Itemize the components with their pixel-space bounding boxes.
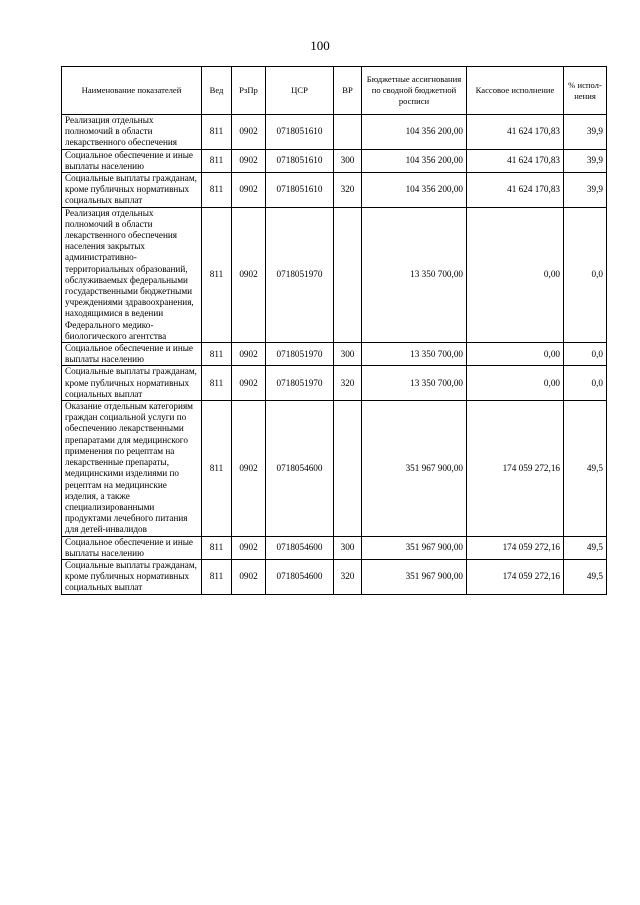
header-rzpr: РзПр [232,67,266,115]
cell-name: Социальные выплаты гражданам, кроме публичных нормативных социальных выплат [62,559,202,594]
cell-ved: 811 [202,173,232,208]
cell-csr: 0718051970 [266,343,334,366]
cell-percent: 0,0 [564,207,607,342]
cell-cash: 174 059 272,16 [467,536,564,559]
cell-percent: 49,5 [564,559,607,594]
cell-cash: 0,00 [467,366,564,401]
cell-cash: 174 059 272,16 [467,401,564,536]
cell-csr: 0718051610 [266,115,334,150]
cell-csr: 0718051610 [266,149,334,172]
table-row [62,173,607,208]
cell-name: Оказание отдельным категориям граждан социальной услуги по обеспечению лекарственными препаратами для медицинского применения по рецептам на лекарственные препараты, медицинскими изделиями по рецептам на медицинские изделия, а также специализированными продуктами лечебного питания для детей-инвалидов [62,401,202,536]
cell-vr: 320 [334,366,362,401]
cell-ved: 811 [202,149,232,172]
cell-ved: 811 [202,366,232,401]
table-row [62,536,607,559]
cell-budget: 351 967 900,00 [362,536,467,559]
cell-ved: 811 [202,115,232,150]
cell-cash: 41 624 170,83 [467,149,564,172]
cell-csr: 0718054600 [266,401,334,536]
table-body [62,115,607,595]
header-percent: % испол-нения [564,67,607,115]
cell-percent: 39,9 [564,173,607,208]
cell-name: Социальное обеспечение и иные выплаты населению [62,149,202,172]
cell-name: Социальные выплаты гражданам, кроме публичных нормативных социальных выплат [62,366,202,401]
header-csr: ЦСР [266,67,334,115]
cell-name: Социальное обеспечение и иные выплаты населению [62,536,202,559]
cell-vr: 320 [334,173,362,208]
cell-budget: 104 356 200,00 [362,149,467,172]
cell-budget: 104 356 200,00 [362,115,467,150]
cell-percent: 39,9 [564,149,607,172]
table-row [62,343,607,366]
cell-rzpr: 0902 [232,366,266,401]
cell-cash: 174 059 272,16 [467,559,564,594]
cell-cash: 41 624 170,83 [467,115,564,150]
cell-vr [334,401,362,536]
header-cash: Кассовое исполнение [467,67,564,115]
cell-percent: 49,5 [564,536,607,559]
cell-csr: 0718051970 [266,366,334,401]
table-row [62,559,607,594]
cell-rzpr: 0902 [232,559,266,594]
cell-budget: 351 967 900,00 [362,559,467,594]
cell-percent: 39,9 [564,115,607,150]
cell-ved: 811 [202,559,232,594]
cell-name: Реализация отдельных полномочий в области лекарственного обеспечения [62,115,202,150]
cell-csr: 0718051610 [266,173,334,208]
cell-ved: 811 [202,343,232,366]
cell-vr: 320 [334,559,362,594]
cell-ved: 811 [202,536,232,559]
cell-cash: 0,00 [467,207,564,342]
table-row [62,366,607,401]
cell-budget: 13 350 700,00 [362,207,467,342]
budget-execution-table [61,66,607,595]
header-budget: Бюджетные ассигнования по сводной бюджетной росписи [362,67,467,115]
cell-rzpr: 0902 [232,401,266,536]
table-header-row [62,67,607,115]
cell-budget: 13 350 700,00 [362,343,467,366]
cell-rzpr: 0902 [232,536,266,559]
cell-percent: 0,0 [564,366,607,401]
cell-rzpr: 0902 [232,343,266,366]
cell-rzpr: 0902 [232,149,266,172]
cell-vr: 300 [334,343,362,366]
table-row [62,401,607,536]
cell-cash: 41 624 170,83 [467,173,564,208]
cell-percent: 49,5 [564,401,607,536]
header-name: Наименование показателей [62,67,202,115]
cell-name: Социальные выплаты гражданам, кроме публичных нормативных социальных выплат [62,173,202,208]
cell-rzpr: 0902 [232,115,266,150]
cell-csr: 0718054600 [266,559,334,594]
cell-vr [334,207,362,342]
table-row [62,207,607,342]
cell-csr: 0718051970 [266,207,334,342]
table-row [62,149,607,172]
cell-rzpr: 0902 [232,173,266,208]
header-ved: Вед [202,67,232,115]
cell-cash: 0,00 [467,343,564,366]
cell-csr: 0718054600 [266,536,334,559]
table-row [62,115,607,150]
cell-vr [334,115,362,150]
cell-name: Реализация отдельных полномочий в области лекарственного обеспечения населения закрытых административно-территориальных образований, обслуживаемых федеральными государственными бюджетными учреждениями здравоохранения, находящимися в ведении Федерального медико-биологического агентства [62,207,202,342]
cell-percent: 0,0 [564,343,607,366]
cell-name: Социальное обеспечение и иные выплаты населению [62,343,202,366]
cell-ved: 811 [202,401,232,536]
header-vr: ВР [334,67,362,115]
cell-rzpr: 0902 [232,207,266,342]
cell-budget: 13 350 700,00 [362,366,467,401]
cell-budget: 104 356 200,00 [362,173,467,208]
cell-vr: 300 [334,536,362,559]
cell-vr: 300 [334,149,362,172]
cell-ved: 811 [202,207,232,342]
cell-budget: 351 967 900,00 [362,401,467,536]
page-number: 100 [310,38,330,53]
